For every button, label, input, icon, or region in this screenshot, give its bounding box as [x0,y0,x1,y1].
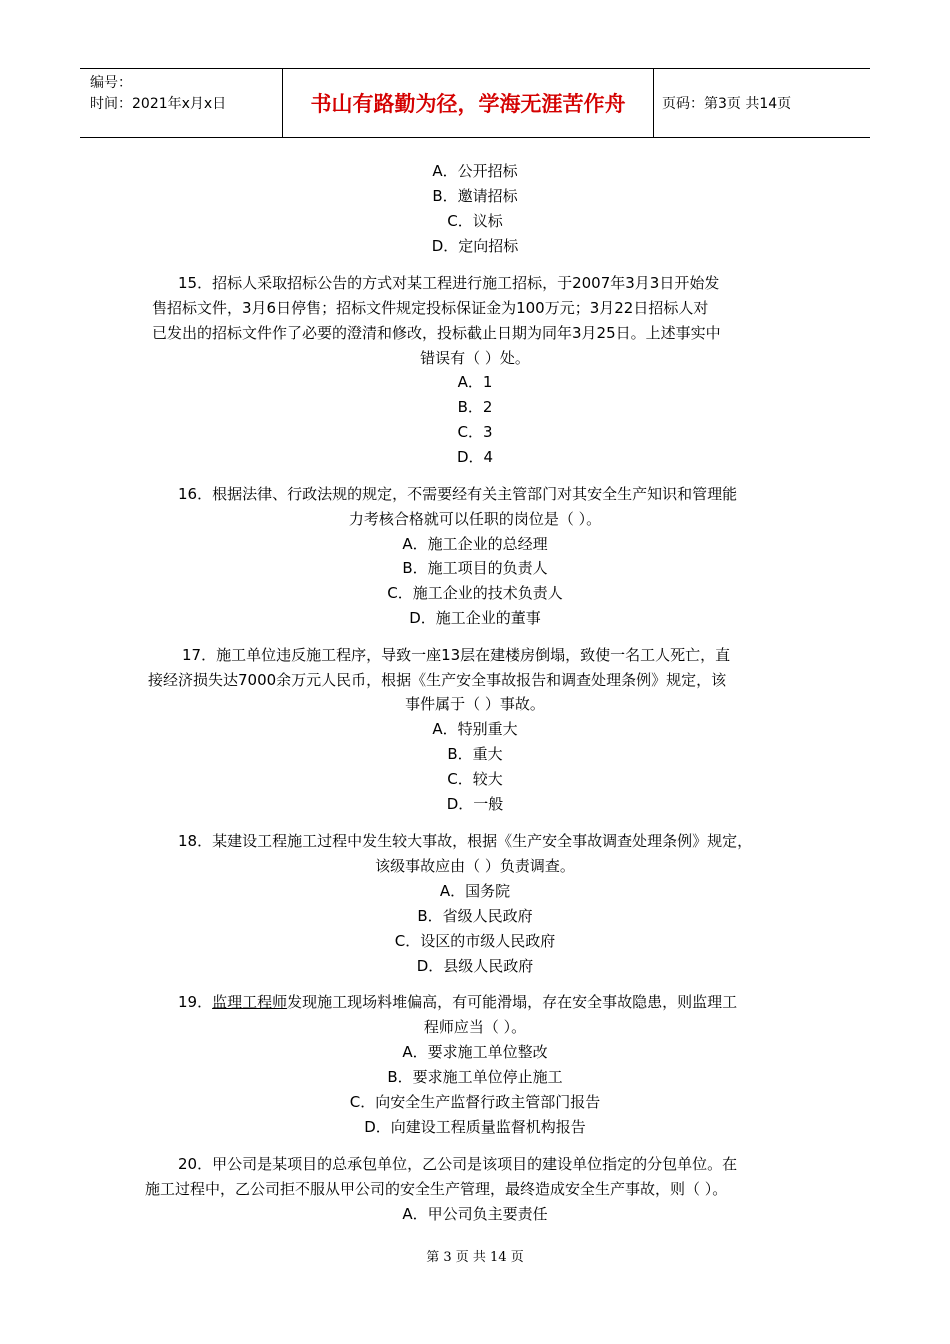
q16-line-2: 力考核合格就可以任职的岗位是（ ）。 [348,510,602,528]
q14-option-c: C．议标 [447,212,503,230]
q19-line-2: 程师应当（ ）。 [423,1018,527,1036]
q15-option-b: B．2 [457,398,493,416]
time-label: 时间：2021年x月x日 [90,96,227,112]
header-meta [80,69,282,137]
q19-prefix: 19． [178,993,213,1011]
page-footer: 第 3 页 共 14 页 [426,1250,524,1265]
q17-line-3: 事件属于（ ）事故。 [405,695,545,713]
q17-option-a: A．特别重大 [432,720,518,738]
q19-option-b: B．要求施工单位停止施工 [387,1068,563,1086]
q16-option-a: A．施工企业的总经理 [402,535,548,553]
q15-line-1: 15．招标人采取招标公告的方式对某工程进行施工招标，于2007年3月3日开始发 [178,274,720,292]
q15-line-2: 售招标文件，3月6日停售；招标文件规定投标保证金为100万元；3月22日招标人对 [152,299,709,317]
q14-option-a: A．公开招标 [432,162,518,180]
q14-option-d: D．定向招标 [431,237,519,255]
q18-option-c: C．设区的市级人民政府 [394,932,556,950]
q19-line-1 [178,992,737,1012]
q15-option-c: C．3 [457,423,493,441]
q17-option-c: C．较大 [447,770,503,788]
q18-option-b: B．省级人民政府 [417,907,533,925]
q15-option-d: D．4 [456,448,494,466]
q18-option-d: D．县级人民政府 [416,957,534,975]
q18-line-2: 该级事故应由（ ）负责调查。 [375,857,575,875]
number-label: 编号： [90,75,132,91]
q19-underlined-term[interactable]: 监理工程师 [212,993,288,1011]
q16-option-d: D．施工企业的董事 [409,609,541,627]
q17-option-b: B．重大 [447,745,503,763]
q17-option-d: D．一般 [446,795,504,813]
q20-line-2: 施工过程中，乙公司拒不服从甲公司的安全生产管理，最终造成安全生产事故，则（ ）。 [145,1180,728,1198]
q19-line-1-rest: 发现施工现场料堆偏高，有可能滑塌，存在安全事故隐患，则监理工 [287,993,738,1011]
q18-line-1: 18．某建设工程施工过程中发生较大事故，根据《生产安全事故调查处理条例》规定， [178,832,753,850]
header-motto: 书山有路勤为径，学海无涯苦作舟 [282,69,654,137]
q19-option-a: A．要求施工单位整改 [402,1043,548,1061]
q15-line-4: 错误有（ ）处。 [420,349,530,367]
q20-line-1: 20．甲公司是某项目的总承包单位，乙公司是该项目的建设单位指定的分包单位。在 [178,1155,738,1173]
q16-option-b: B．施工项目的负责人 [402,559,548,577]
q14-option-b: B．邀请招标 [432,187,518,205]
q16-line-1: 16．根据法律、行政法规的规定，不需要经有关主管部门对其安全生产知识和管理能 [178,485,738,503]
q17-line-2: 接经济损失达7000余万元人民币，根据《生产安全事故报告和调查处理条例》规定，该 [148,671,727,689]
page-header [80,68,870,138]
q16-option-c: C．施工企业的技术负责人 [387,584,563,602]
q15-option-a: A．1 [457,373,493,391]
q18-option-a: A．国务院 [439,882,511,900]
q20-option-a: A．甲公司负主要责任 [402,1205,548,1223]
q15-line-3: 已发出的招标文件作了必要的澄清和修改，投标截止日期为同年3月25日。上述事实中 [152,324,721,342]
q17-line-1: 17．施工单位违反施工程序，导致一座13层在建楼房倒塌，致使一名工人死亡，直 [182,646,731,664]
q19-option-c: C．向安全生产监督行政主管部门报告 [349,1093,601,1111]
q19-option-d: D．向建设工程质量监督机构报告 [364,1118,586,1136]
header-page-info: 页码：第3页 共14页 [662,96,792,112]
